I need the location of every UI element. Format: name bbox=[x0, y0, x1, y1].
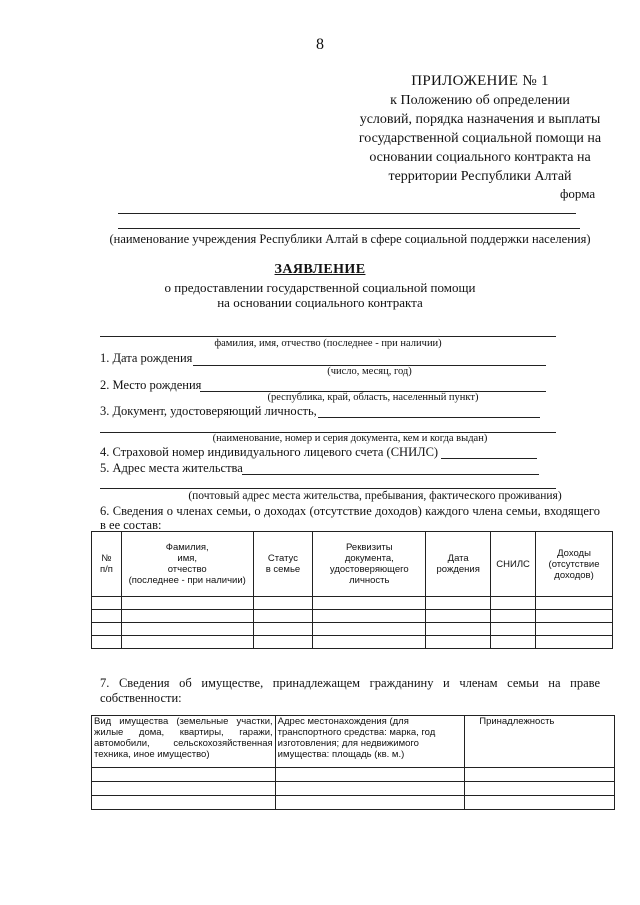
family-table-header bbox=[92, 532, 613, 597]
table-row[interactable] bbox=[92, 623, 613, 636]
section7-line1: 7. Сведения об имуществе, принадлежащем гражданину и членам семьи на праве bbox=[100, 676, 600, 690]
statement-subtitle-line: о предоставлении государственной социальной помощи bbox=[164, 280, 476, 295]
table-row[interactable] bbox=[92, 782, 615, 796]
property-table-header bbox=[92, 716, 615, 768]
id-doc-line-1[interactable] bbox=[318, 417, 540, 418]
property-table bbox=[91, 715, 615, 810]
header-birth: Дата рождения bbox=[426, 532, 491, 597]
statement-title: ЗАЯВЛЕНИЕ bbox=[274, 262, 366, 277]
table-row[interactable] bbox=[92, 796, 615, 810]
header-num: № п/п bbox=[92, 532, 122, 597]
header-fio: Фамилия, имя, отчество (последнее - при наличии) bbox=[121, 532, 253, 597]
birth-place-caption: (республика, край, область, населенный пункт) bbox=[267, 392, 479, 403]
appendix-line: к Положению об определении bbox=[390, 93, 570, 108]
institution-line-2[interactable] bbox=[118, 228, 580, 229]
appendix-line: государственной социальной помощи на bbox=[358, 131, 602, 146]
form-label: форма bbox=[560, 186, 596, 201]
table-row[interactable] bbox=[92, 610, 613, 623]
section7-line2: собственности: bbox=[100, 691, 182, 705]
fio-line[interactable] bbox=[100, 336, 556, 337]
header-status: Статус в семье bbox=[253, 532, 313, 597]
appendix-title: ПРИЛОЖЕНИЕ № 1 bbox=[411, 73, 549, 89]
address-line-1[interactable] bbox=[242, 474, 539, 475]
header-income: Доходы (отсутствие доходов) bbox=[536, 532, 613, 597]
header-property-type: Вид имущества (земельные участки, жилые дома, квартиры, гаражи, автомобили, сельскохозяйственная техника, иное имущество) bbox=[92, 716, 276, 768]
family-table bbox=[91, 531, 613, 649]
header-snils: СНИЛС bbox=[491, 532, 536, 597]
appendix-line: основании социального контракта на bbox=[369, 150, 591, 165]
appendix-line: условий, порядка назначения и выплаты bbox=[359, 112, 601, 127]
section6-line1: 6. Сведения о членах семьи, о доходах (отсутствие доходов) каждого члена семьи, входящего bbox=[100, 504, 600, 518]
institution-caption: (наименование учреждения Республики Алтай в сфере социальной поддержки населения) bbox=[109, 232, 591, 246]
birth-date-caption: (число, месяц, год) bbox=[327, 366, 412, 377]
snils-label: 4. Страховой номер индивидуального лицевого счета (СНИЛС) bbox=[100, 445, 439, 459]
header-property-ownership: Принадлежность bbox=[465, 716, 615, 768]
appendix-block bbox=[330, 72, 630, 186]
table-row[interactable] bbox=[92, 636, 613, 649]
header-doc: Реквизиты документа, удостоверяющего личность bbox=[313, 532, 426, 597]
birth-date-label: 1. Дата рождения bbox=[100, 351, 193, 365]
fio-caption: фамилия, имя, отчество (последнее - при наличии) bbox=[214, 338, 442, 349]
address-label: 5. Адрес места жительства bbox=[100, 461, 243, 475]
address-line-2[interactable] bbox=[100, 488, 556, 489]
section6-line2: в ее состав: bbox=[100, 518, 162, 532]
snils-line[interactable] bbox=[441, 458, 537, 459]
statement-subtitle bbox=[0, 280, 640, 310]
institution-line-1[interactable] bbox=[118, 213, 576, 214]
birth-place-label: 2. Место рождения bbox=[100, 378, 202, 392]
table-row[interactable] bbox=[92, 768, 615, 782]
appendix-line: территории Республики Алтай bbox=[388, 169, 572, 184]
table-row[interactable] bbox=[92, 597, 613, 610]
page-number: 8 bbox=[316, 36, 324, 53]
id-doc-caption: (наименование, номер и серия документа, кем и когда выдан) bbox=[212, 433, 488, 444]
address-caption: (почтовый адрес места жительства, пребывания, фактического проживания) bbox=[188, 490, 562, 502]
statement-subtitle-line: на основании социального контракта bbox=[217, 295, 423, 310]
id-doc-label: 3. Документ, удостоверяющий личность, bbox=[100, 404, 317, 418]
header-property-location: Адрес местонахождения (для транспортного средства: марка, год изготовления; для недвижимого имущества: площадь (кв. м.) bbox=[275, 716, 465, 768]
